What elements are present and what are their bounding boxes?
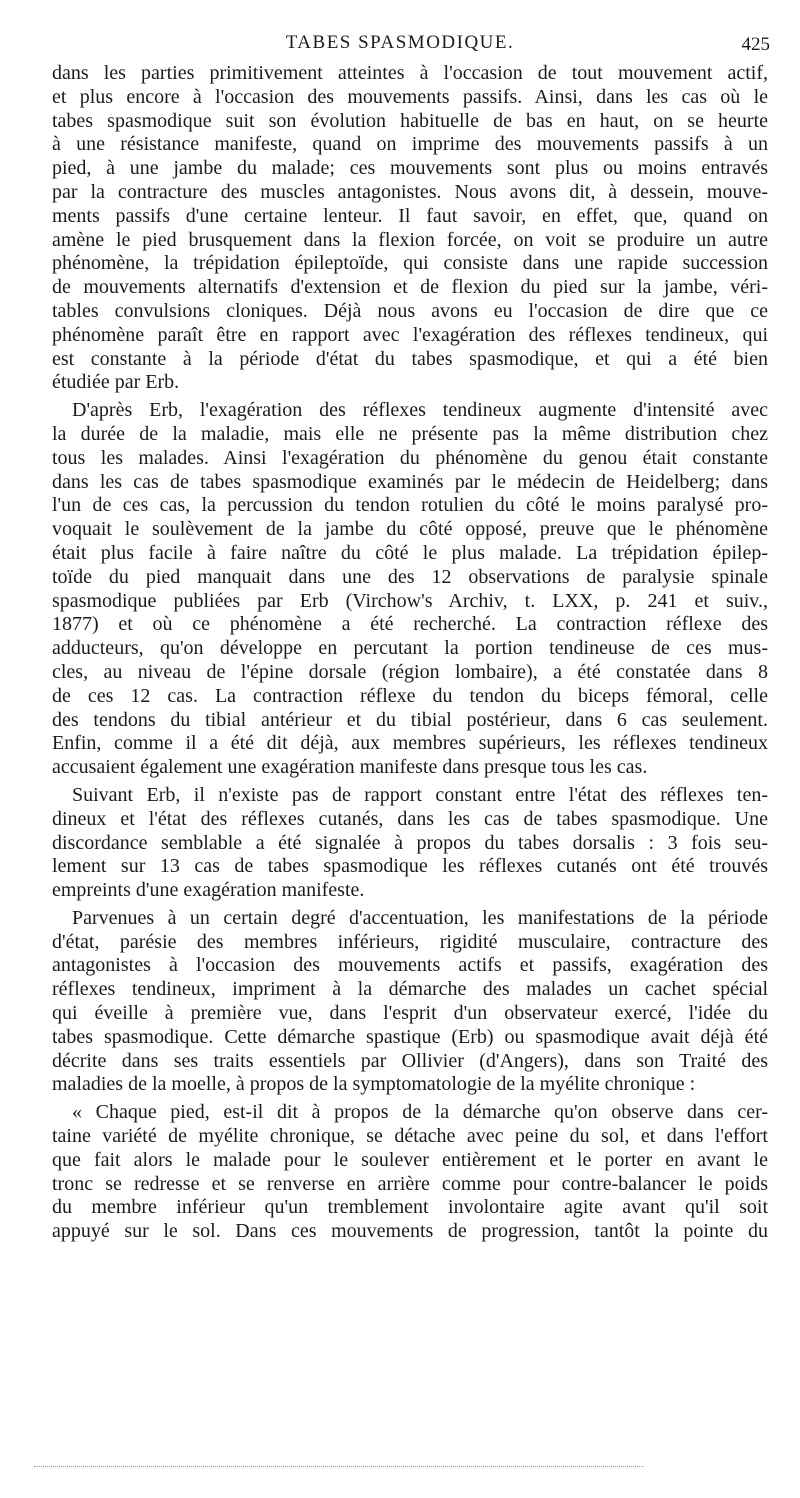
running-title: TABES SPASMODIQUE. xyxy=(285,32,515,53)
text-line: tous les malades. Ainsi l'exagération du phénomène du genou était constante xyxy=(52,446,768,469)
text-line: dans les parties primitivement atteintes à l'occasion de tout mouvement actif, xyxy=(52,62,768,84)
text-line: cles, au niveau de l'épine dorsale (région lombaire), a été constatée dans 8 xyxy=(52,660,768,683)
text-line: tabes spasmodique. Cette démarche spastique (Erb) ou spasmodique avait déjà été xyxy=(52,1025,768,1048)
text-line: « Chaque pied, est-il dit à propos de la démarche qu'on observe dans cer- xyxy=(72,1101,768,1124)
text-line: taine variété de myélite chronique, se détache avec peine du sol, et dans l'effort xyxy=(52,1125,768,1148)
text-line: D'après Erb, l'exagération des réflexes tendineux augmente d'intensité avec xyxy=(72,399,768,422)
text-line: des tendons du tibial antérieur et du tibial postérieur, dans 6 cas seulement. xyxy=(52,708,768,731)
text-line: accusaient également une exagération manifeste dans presque tous les cas. xyxy=(52,756,648,779)
text-line: l'un de ces cas, la percussion du tendon rotulien du côté le moins paralysé pro- xyxy=(52,494,768,517)
text-line: maladies de la moelle, à propos de la symptomatologie de la myélite chronique : xyxy=(52,1073,696,1096)
body-text xyxy=(52,62,768,1248)
text-line: Suivant Erb, il n'existe pas de rapport constant entre l'état des réflexes ten- xyxy=(72,783,768,806)
text-line: qui éveille à première vue, dans l'esprit d'un observateur exercé, l'idée du xyxy=(52,1002,768,1025)
text-line: que fait alors le malade pour le soulever entièrement et le porter en avant le xyxy=(52,1148,768,1171)
text-line: était plus facile à faire naître du côté le plus malade. La trépidation épilep- xyxy=(52,541,768,564)
text-line: par la contracture des muscles antagonistes. Nous avons dit, à dessein, mouve- xyxy=(52,180,768,203)
text-line: dineux et l'état des réflexes cutanés, dans les cas de tabes spasmodique. Une xyxy=(52,807,768,830)
text-line: 1877) et où ce phénomène a été recherché. La contraction réflexe des xyxy=(52,613,768,636)
text-line: adducteurs, qu'on développe en percutant la portion tendineuse de ces mus- xyxy=(52,637,768,660)
paragraph xyxy=(52,907,768,1097)
text-line: amène le pied brusquement dans la flexion forcée, on voit se produire un autre xyxy=(52,228,768,251)
text-line: toïde du pied manquait dans une des 12 observations de paralysie spinale xyxy=(52,565,768,588)
text-line: appuyé sur le sol. Dans ces mouvements de progression, tantôt la pointe du xyxy=(52,1220,768,1243)
text-line: décrite dans ses traits essentiels par Ollivier (d'Angers), dans son Traité des xyxy=(52,1049,768,1072)
text-line: phénomène, la trépidation épileptoïde, qui consiste dans une rapide succession xyxy=(52,252,768,275)
text-line: Enfin, comme il a été dit déjà, aux membres supérieurs, les réflexes tendineux xyxy=(52,732,768,755)
paragraph xyxy=(52,784,768,903)
text-line: dans les cas de tabes spasmodique examinés par le médecin de Heidelberg; dans xyxy=(52,470,768,493)
text-line: de mouvements alternatifs d'extension et de flexion du pied sur la jambe, véri- xyxy=(52,276,768,299)
text-line: empreints d'une exagération manifeste. xyxy=(52,879,365,902)
text-line: tables convulsions cloniques. Déjà nous avons eu l'occasion de dire que ce xyxy=(52,299,768,322)
text-line: ments passifs d'une certaine lenteur. Il faut savoir, en effet, que, quand on xyxy=(52,204,768,227)
text-line: réflexes tendineux, impriment à la démarche des malades un cachet spécial xyxy=(52,978,768,1001)
text-line: phénomène paraît être en rapport avec l'exagération des réflexes tendineux, qui xyxy=(52,323,768,346)
page-number: 425 xyxy=(741,34,770,55)
text-line: étudiée par Erb. xyxy=(52,371,180,394)
paragraph xyxy=(52,399,768,780)
text-line: discordance semblable a été signalée à propos du tabes dorsalis : 3 fois seu- xyxy=(52,831,768,854)
text-line: de ces 12 cas. La contraction réflexe du tendon du biceps fémoral, celle xyxy=(52,684,768,707)
footer-dotted-rule xyxy=(34,1466,644,1467)
text-line: d'état, parésie des membres inférieurs, rigidité musculaire, contracture des xyxy=(52,930,768,953)
paragraph xyxy=(52,1101,768,1244)
text-line: et plus encore à l'occasion des mouvements passifs. Ainsi, dans les cas où le xyxy=(52,85,768,108)
text-line: tronc se redresse et se renverse en arrière comme pour contre-balancer le poids xyxy=(52,1172,768,1195)
text-line: tabes spasmodique suit son évolution habituelle de bas en haut, on se heurte xyxy=(52,109,768,132)
text-line: voquait le soulèvement de la jambe du côté opposé, preuve que le phénomène xyxy=(52,518,768,541)
running-head xyxy=(0,30,800,60)
paragraph xyxy=(52,62,768,395)
text-line: pied, à une jambe du malade; ces mouvements sont plus ou moins entravés xyxy=(52,157,768,180)
text-line: est constante à la période d'état du tabes spasmodique, et qui a été bien xyxy=(52,347,768,370)
text-line: à une résistance manifeste, quand on imprime des mouvements passifs à un xyxy=(52,133,768,156)
text-line: la durée de la maladie, mais elle ne présente pas la même distribution chez xyxy=(52,422,768,445)
text-line: du membre inférieur qu'un tremblement involontaire agite avant qu'il soit xyxy=(52,1196,768,1219)
text-line: spasmodique publiées par Erb (Virchow's Archiv, t. LXX, p. 241 et suiv., xyxy=(52,589,768,612)
text-line: antagonistes à l'occasion des mouvements actifs et passifs, exagération des xyxy=(52,954,768,977)
text-line: lement sur 13 cas de tabes spasmodique les réflexes cutanés ont été trouvés xyxy=(52,855,768,878)
text-line: Parvenues à un certain degré d'accentuation, les manifestations de la période xyxy=(72,906,768,929)
